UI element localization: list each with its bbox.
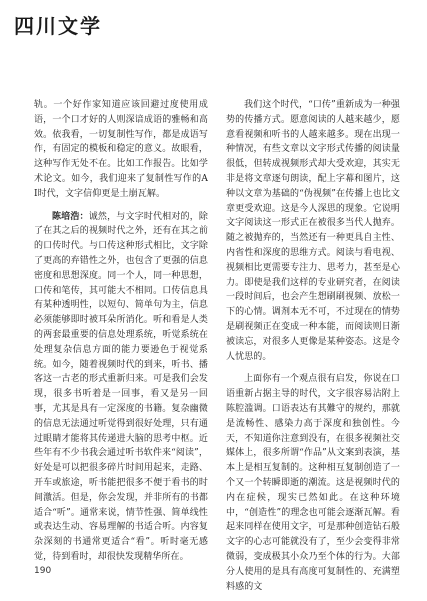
left-column: [34, 98, 208, 594]
magazine-logo: 四川文学: [14, 14, 102, 38]
right-column: [226, 98, 400, 594]
paragraph-text: 诚然，与文字时代相对的，除了在其之后的视频时代之外，还有在其之前的口传时代。与口传这种形式相比，文字除了更高的弃错性之外，也包含了更强的信息密度和思想深度。同一个人，同一种思想，口传和笔传，其可能大不相同。口传信息具有某种透明性，以短句、简单句为主，信息必须能够即时被耳朵所消化。听和看是人类的两套最重要的信息处理系统，听觉系统在处理复杂信息方面的能力要逊色于视觉系统。如今，随着视频时代的到来，听书、播客这一古老的形式重新归来。可是我们会发现，很多书听着是一回事，看又是另一回事，尤其是具有一定深度的书籍。复杂幽微的信息无法通过听觉得到很好处理，只有通过眼睛才能将其传递进大脑的思考中枢。近些年有不少书我会通过听书软件来“阅读”，好处是可以把很多碎片时间用起来，走路、开车或旅途，听书能把很多不便于看书的时间激活。但是，你会发现，并非所有的书都适合“听”。通常来说，情节性强、简单线性或表达生动、容易理解的书适合听。内容复杂深刻的书通常更适合“看”。听时毫无感觉，待到看时，却很快发现精华所在。: [34, 211, 208, 562]
paragraph: 轨。一个好作家知道应该回避过度使用成语，一个口才好的人则深谙成语的雅畅和高效。依我看，一切复制性写作，都是成语写作，有固定的模板和稳定的意义。故眼看，这种写作无处不在。比如工作报告。比如学术论文。如今，我们迎来了复制性写作的AI时代，文字信仰更是土崩瓦解。: [34, 100, 208, 199]
speaker-name: 陈培浩：: [52, 211, 89, 222]
paragraph: 我们这个时代，“口传”重新成为一种强势的传播方式。愿意阅读的人越来越少，愿意看视频和听书的人越来越多。现在出现一种情况，有些文章以文字形式传播的阅读量很低，但转成视频形式却大受欢迎，其实无非是将文章逐句朗读，配上字幕和图片，这种以文章为基础的“伪视频”在传播上也比文章更受欢迎。这是今人深思的现象。它说明文字阅读这一形式正在被很多当代人抛弃。随之被抛弃的，当然还有一种更具自主性、内省性和深度的思维方式。阅读与看电视、视频相比更需要专注力、思考力，甚至是心力。即使是我们这样的专业研究者，在阅读一段时间后，也会产生想刷刷视频、放松一下的心情。调剂本无不可，不过现在的情势是刷视频正在变成一种本能，而阅读则日渐被读忘，对很多人更像是某种姿态。这是令人忧思的。: [226, 100, 400, 362]
paragraph: 上面你有一个观点很有启发，你说在口语重新占据主导的时代，文字很容易沾附上陈腔滥调。口语表达有其難守的规约，那就是流畅性、感染力高于深度和独创性。今天，不知道你注意到没有，在很多视频社交媒体上，很多所谓“作品”从文案到表演，基本上是相互复制的。这种相互复制创造了一个又一个转瞬即逝的潮流。这是视频时代的内在症候，现实已然如此。在这种环境中，“创造性”的理念也可能会逐渐瓦解。看起来同样在使用文字，可是那种创造钻石般文字的心志可能就没有了，至少会变得非常微弱，变成极其小众乃至个体的行为。大部分人使用的是具有高度可复制性的、充满塑料感的文: [226, 374, 400, 592]
page-number: 190: [34, 566, 52, 576]
dialogue-paragraph: [34, 210, 208, 565]
article-body: [34, 98, 400, 594]
